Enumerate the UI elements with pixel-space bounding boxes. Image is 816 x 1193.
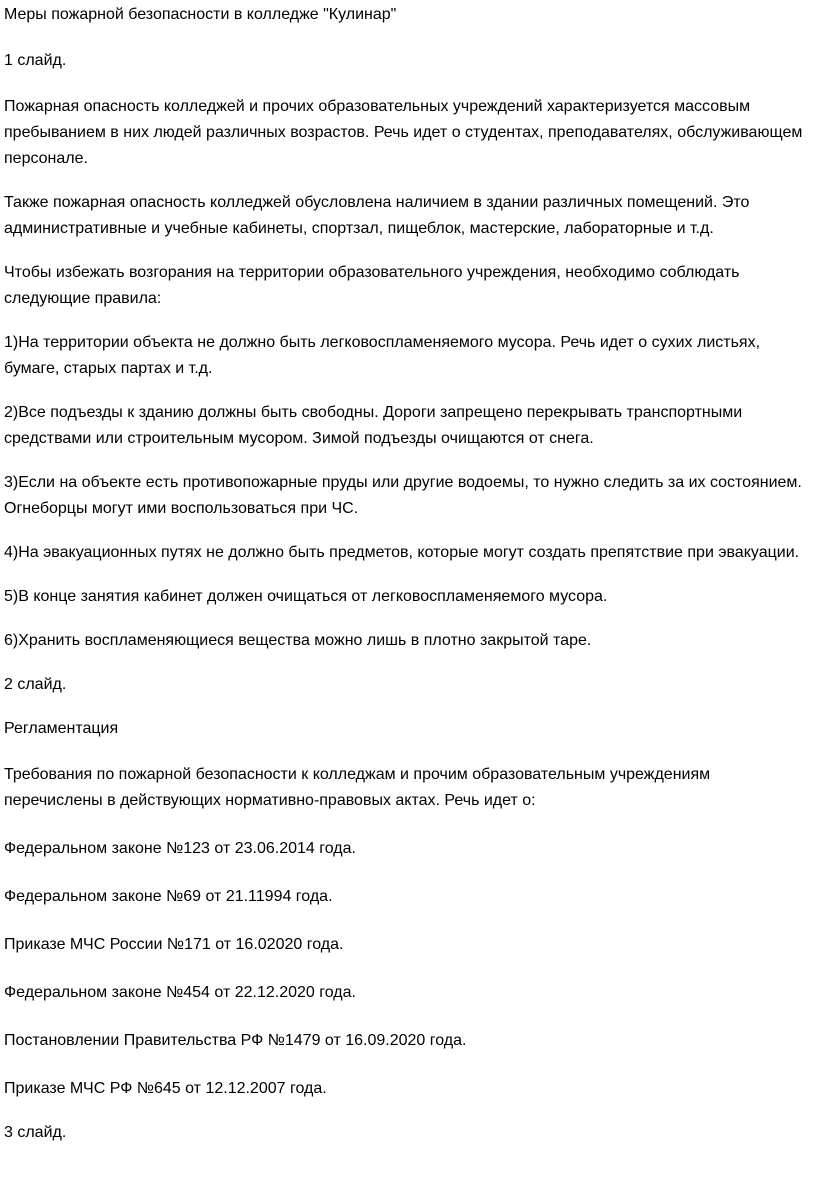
paragraph-fire-hazard-rooms: Также пожарная опасность колледжей обусловлена наличием в здании различных помещений. Это административные и учебные кабинеты, спортзал, пищеблок, мастерские, лабораторные и т.д. — [4, 194, 750, 237]
slide-2-label: 2 слайд. — [4, 676, 67, 693]
slide-3-label: 3 слайд. — [4, 1124, 67, 1141]
rule-item: 4)На эвакуационных путях не должно быть предметов, которые могут создать препятствие при эвакуации. — [4, 544, 800, 561]
legal-act-item: Приказе МЧС России №171 от 16.02020 года. — [4, 936, 344, 953]
rule-item: 1)На территории объекта не должно быть легковоспламеняемого мусора. Речь идет о сухих листьях, бумаге, старых партах и т.д. — [4, 334, 761, 377]
paragraph-rules-intro: Чтобы избежать возгорания на территории образовательного учреждения, необходимо соблюдать следующие правила: — [4, 264, 740, 307]
paragraph-regulation-intro: Требования по пожарной безопасности к колледжам и прочим образовательным учреждениям перечислены в действующих нормативно-правовых актах. Речь идет о: — [4, 766, 711, 809]
legal-act-item: Федеральном законе №69 от 21.11994 года. — [4, 888, 333, 905]
legal-act-item: Федеральном законе №454 от 22.12.2020 года. — [4, 984, 356, 1001]
rule-item: 5)В конце занятия кабинет должен очищаться от легковоспламеняемого мусора. — [4, 588, 608, 605]
rule-item: 2)Все подъезды к зданию должны быть свободны. Дороги запрещено перекрывать транспортными средствами или строительным мусором. Зимой подъезды очищаются от снега. — [4, 404, 743, 447]
document-title: Меры пожарной безопасности в колледже "Кулинар" — [4, 6, 397, 23]
legal-act-item: Приказе МЧС РФ №645 от 12.12.2007 года. — [4, 1080, 327, 1097]
legal-act-item: Федеральном законе №123 от 23.06.2014 года. — [4, 840, 356, 857]
rule-item: 3)Если на объекте есть противопожарные пруды или другие водоемы, то нужно следить за их состоянием. Огнеборцы могут ими воспользоваться при ЧС. — [4, 474, 802, 517]
slide-1-label: 1 слайд. — [4, 52, 67, 69]
legal-act-item: Постановлении Правительства РФ №1479 от 16.09.2020 года. — [4, 1032, 467, 1049]
section-heading-regulation: Регламентация — [4, 720, 119, 737]
rule-item: 6)Хранить воспламеняющиеся вещества можно лишь в плотно закрытой таре. — [4, 632, 592, 649]
paragraph-fire-hazard-people: Пожарная опасность колледжей и прочих образовательных учреждений характеризуется массовым пребыванием в них людей различных возрастов. Речь идет о студентах, преподавателях, обслуживающем персонале. — [4, 98, 803, 167]
